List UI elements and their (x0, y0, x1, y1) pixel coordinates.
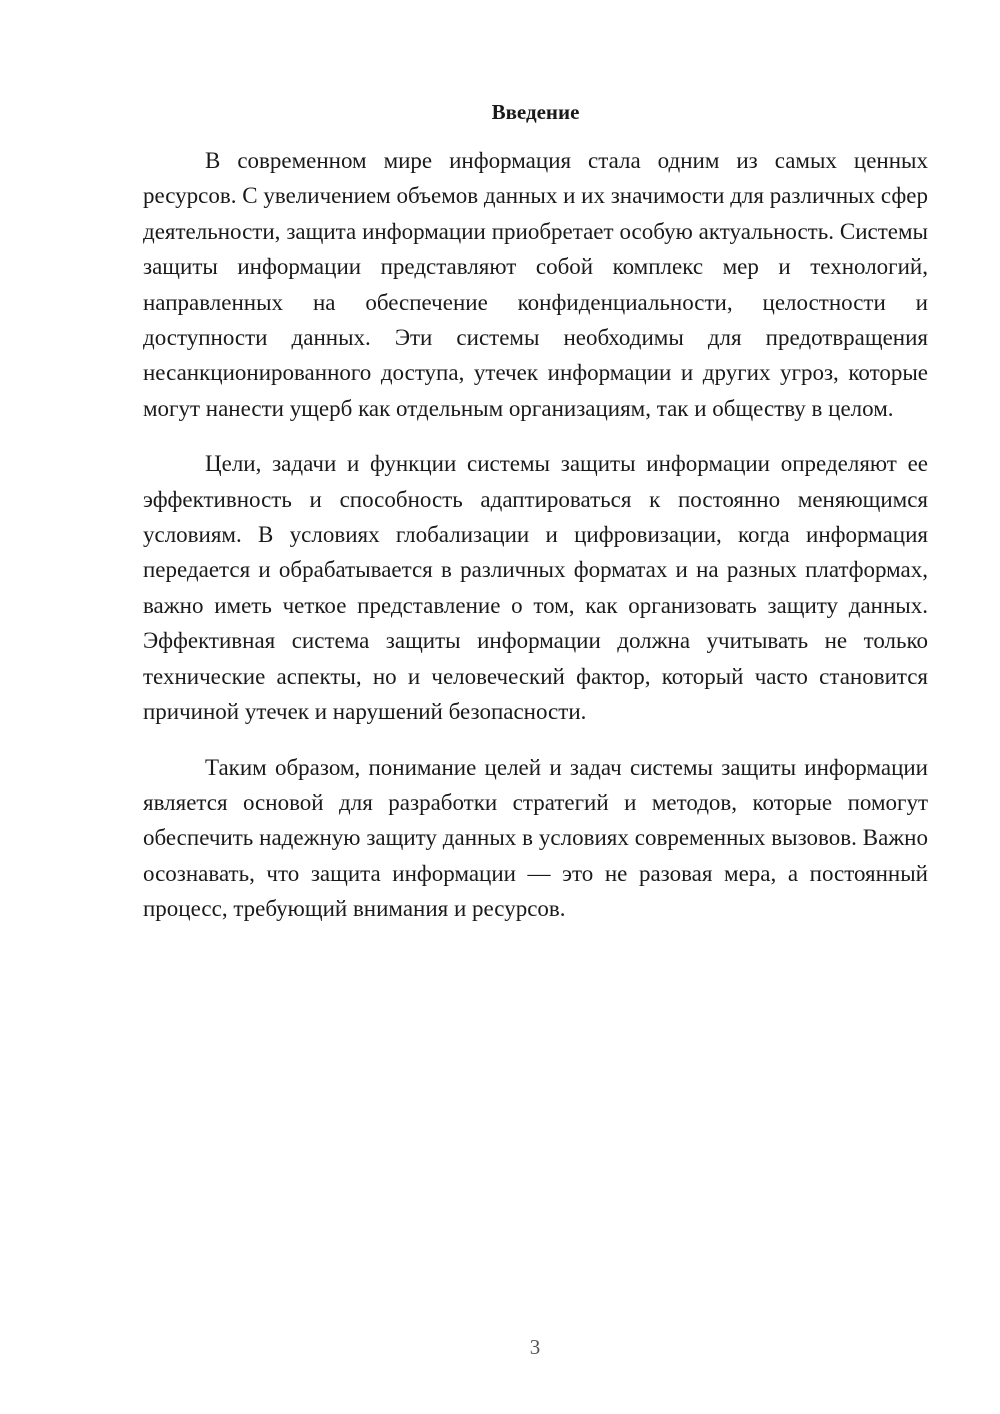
paragraph-1: В современном мире информация стала одним из самых ценных ресурсов. С увеличением объемов данных и их значимости для различных сфер деятельности, защита информации приобретает особую актуальность. Системы защиты информации представляют собой комплекс мер и технологий, направленных на обеспечение конфиденциальности, целостности и доступности данных. Эти системы необходимы для предотвращения несанкционированного доступа, утечек информации и других угроз, которые могут нанести ущерб как отдельным организациям, так и обществу в целом. (143, 148, 928, 421)
page-number: 3 (529, 1335, 541, 1359)
body-text (143, 143, 928, 947)
paragraph-2: Цели, задачи и функции системы защиты информации определяют ее эффективность и способность адаптироваться к постоянно меняющимся условиям. В условиях глобализации и цифровизации, когда информация передается и обрабатывается в различных форматах и на разных платформах, важно иметь четкое представление о том, как организовать защиту данных. Эффективная система защиты информации должна учитывать не только технические аспекты, но и человеческий фактор, который часто становится причиной утечек и нарушений безопасности. (143, 451, 928, 725)
paragraph-3: Таким образом, понимание целей и задач системы защиты информации является основой для разработки стратегий и методов, которые помогут обеспечить надежную защиту данных в условиях современных вызовов. Важно осознавать, что защита информации — это не разовая мера, а постоянный процесс, требующий внимания и ресурсов. (143, 754, 928, 922)
section-title: Введение (491, 100, 580, 124)
